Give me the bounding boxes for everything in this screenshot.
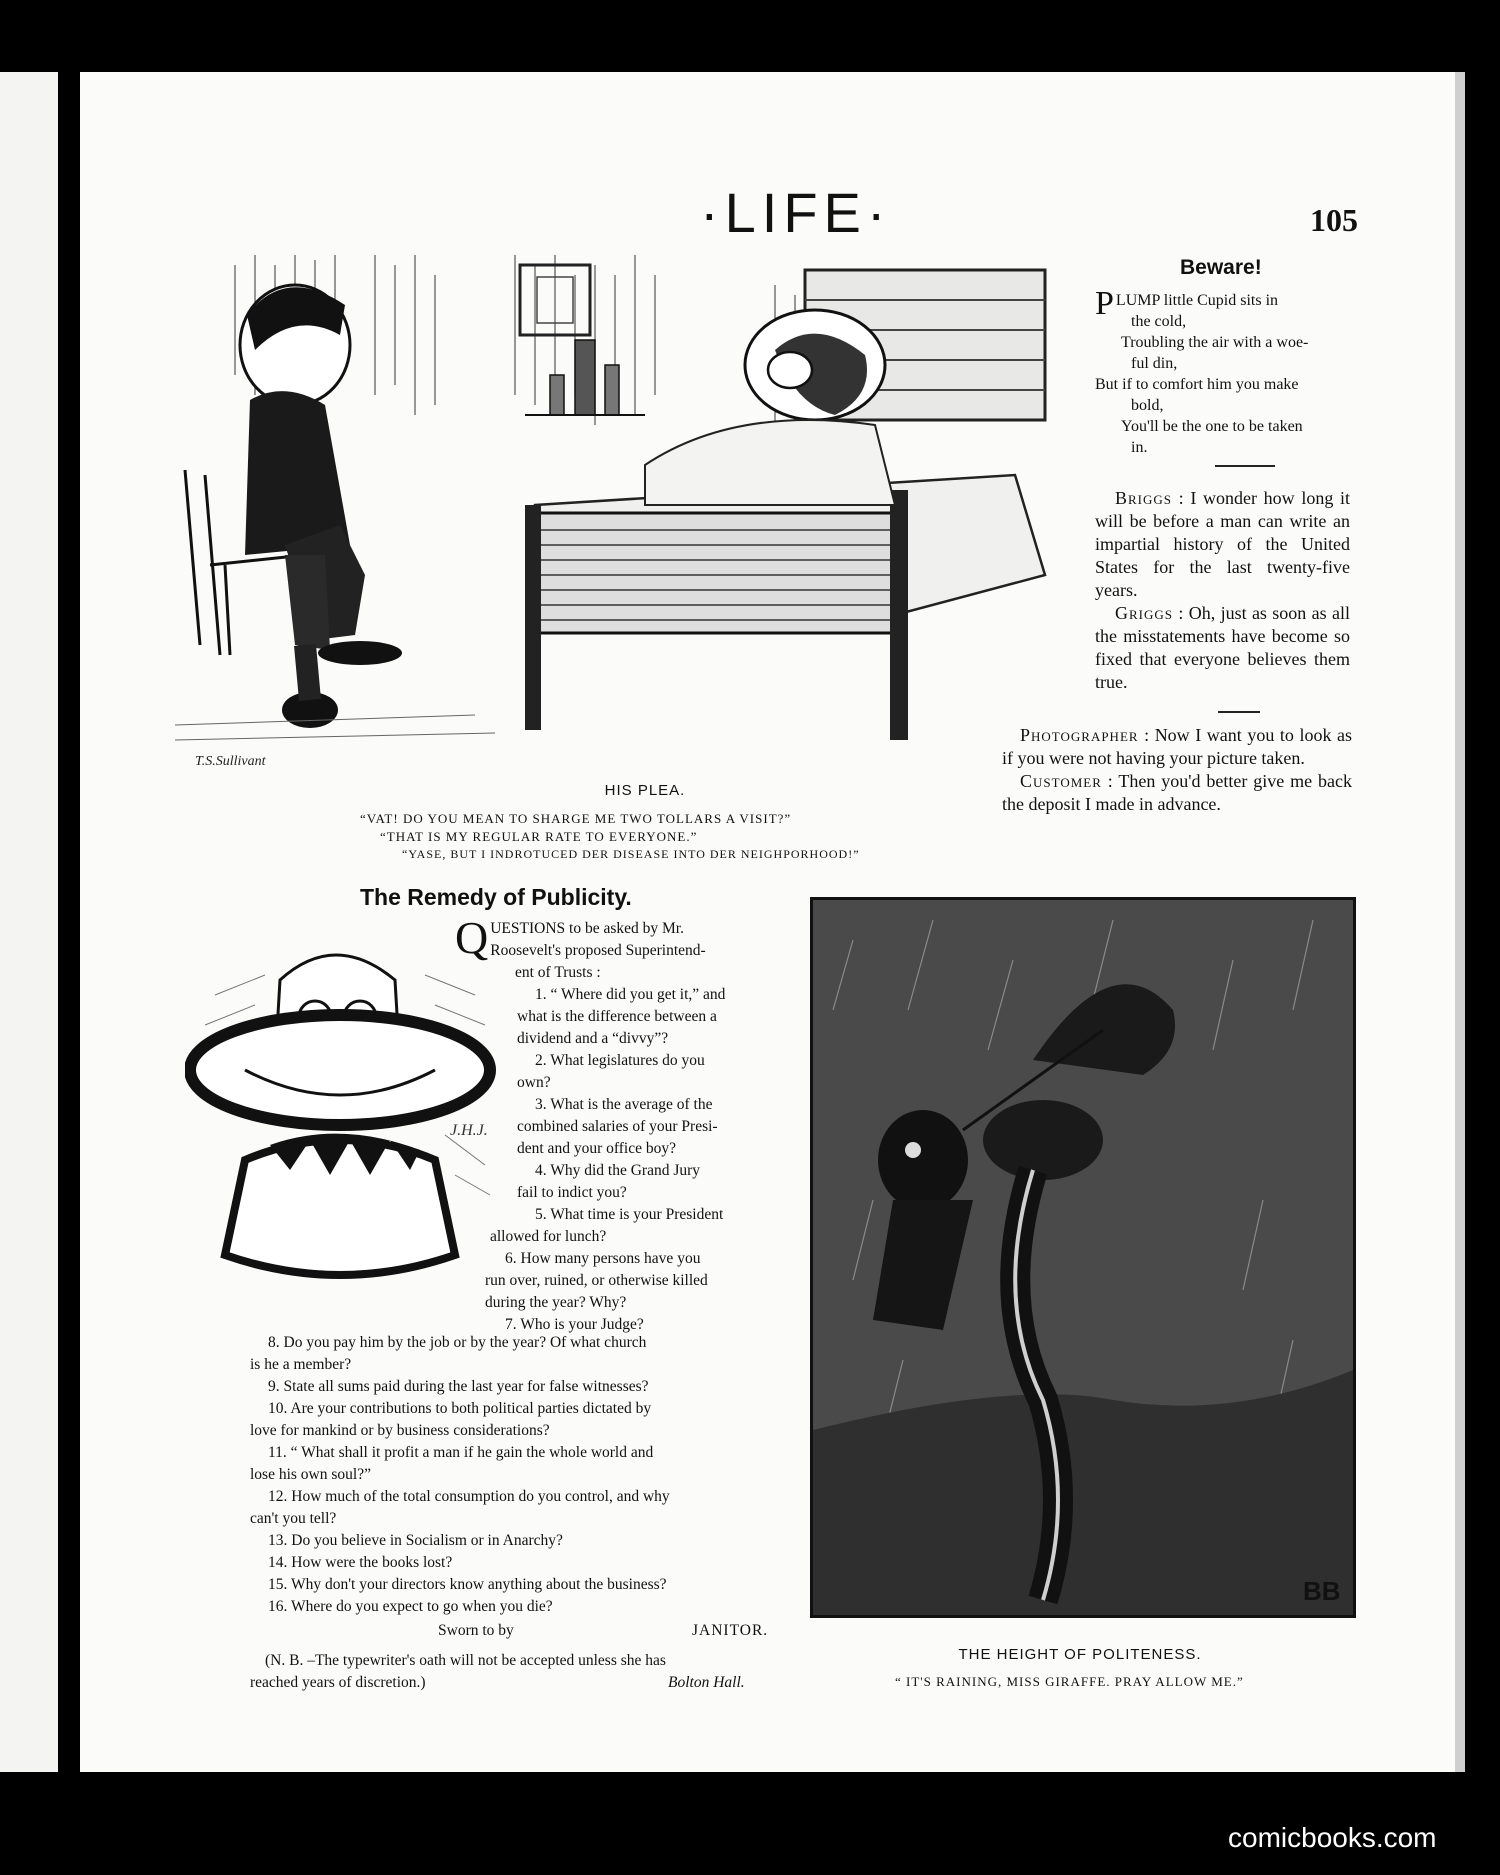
- masthead-title: ·LIFE·: [700, 181, 892, 244]
- speaker-photographer: Photographer: [1020, 725, 1139, 745]
- height-of-politeness-title: THE HEIGHT OF POLITENESS.: [958, 1646, 1202, 1663]
- divider-rule: [1218, 711, 1260, 713]
- question-line: own?: [517, 1074, 551, 1091]
- question-line: Roosevelt's proposed Superintend-: [490, 942, 706, 959]
- janitor-signature: JANITOR.: [692, 1622, 769, 1639]
- question-line: dent and your office boy?: [517, 1140, 676, 1157]
- speaker-griggs: Griggs: [1115, 603, 1174, 623]
- remedy-questions-full: [250, 1332, 785, 1618]
- poem-line: ful din,: [1131, 355, 1178, 372]
- question-line: lose his own soul?”: [250, 1466, 371, 1483]
- poem-line: You'll be the one to be taken: [1121, 418, 1303, 435]
- question-line: UESTIONS to be asked by Mr.: [490, 920, 684, 937]
- question-line: 7. Who is your Judge?: [505, 1316, 644, 1333]
- poem-line: the cold,: [1131, 313, 1187, 330]
- question-line: during the year? Why?: [485, 1294, 627, 1311]
- question-line: what is the difference between a: [517, 1008, 717, 1025]
- his-plea-line-3: “YASE, BUT I INDROTUCED DER DISEASE INTO DER NEIGHPORHOOD!”: [402, 847, 860, 861]
- speaker-customer: Customer: [1020, 771, 1102, 791]
- question-line: combined salaries of your Presi-: [517, 1118, 718, 1135]
- page-edge-shadow: [1455, 72, 1465, 1772]
- poem-line: in.: [1131, 439, 1148, 456]
- his-plea-line-2: “THAT IS MY REGULAR RATE TO EVERYONE.”: [380, 829, 698, 844]
- question-line: can't you tell?: [250, 1510, 337, 1527]
- facing-page-edge: [0, 72, 58, 1772]
- question-line: 16. Where do you expect to go when you die?: [268, 1598, 553, 1615]
- remedy-questions: [455, 912, 785, 1336]
- question-line: fail to indict you?: [517, 1184, 627, 1201]
- question-line: 1. “ Where did you get it,” and: [535, 986, 726, 1003]
- question-line: is he a member?: [250, 1356, 352, 1373]
- poem-line: bold,: [1131, 397, 1164, 414]
- top-cartoon-signature: T.S.Sullivant: [195, 754, 266, 769]
- question-line: ent of Trusts :: [515, 964, 601, 981]
- site-watermark: comicbooks.com: [1228, 1822, 1437, 1853]
- briggs-griggs-dialogue: Briggs : I wonder how long it will be before a man can write an impartial history of the United States for the last twenty-five years. Griggs : Oh, just as soon as all the misstatements have become so fixed that everyone believes them true.: [1095, 488, 1350, 692]
- height-of-politeness-line: “ IT'S RAINING, MISS GIRAFFE. PRAY ALLOW ME.”: [895, 1674, 1244, 1689]
- remedy-dropcap: Q: [455, 912, 489, 963]
- question-line: 13. Do you believe in Socialism or in Anarchy?: [268, 1532, 563, 1549]
- his-plea-line-1: “VAT! DO YOU MEAN TO SHARGE ME TWO TOLLARS A VISIT?”: [360, 811, 792, 826]
- question-line: 3. What is the average of the: [535, 1096, 713, 1113]
- remedy-author: Bolton Hall.: [668, 1674, 745, 1691]
- poem-dropcap: P: [1095, 285, 1114, 322]
- remedy-title: The Remedy of Publicity.: [360, 884, 632, 910]
- height-of-politeness-panel: [810, 897, 1356, 1618]
- remedy-note-line-1: (N. B. –The typewriter's oath will not be accepted unless she has: [265, 1652, 666, 1669]
- question-line: 10. Are your contributions to both political parties dictated by: [268, 1400, 652, 1417]
- question-line: run over, ruined, or otherwise killed: [485, 1272, 708, 1289]
- height-of-politeness-illustration: [813, 900, 1353, 1615]
- question-line: 14. How were the books lost?: [268, 1554, 453, 1571]
- speaker-briggs: Briggs: [1115, 488, 1173, 508]
- page-number: 105: [1310, 202, 1358, 238]
- question-line: 15. Why don't your directors know anything about the business?: [268, 1576, 667, 1593]
- question-line: 6. How many persons have you: [505, 1250, 701, 1267]
- photographer-customer-dialogue: Photographer : Now I want you to look as if you were not having your picture taken. Customer : Then you'd better give me back the deposit I made in advance.: [1002, 725, 1352, 814]
- question-line: 8. Do you pay him by the job or by the year? Of what church: [268, 1334, 647, 1351]
- question-line: dividend and a “divvy”?: [517, 1030, 669, 1047]
- question-line: 9. State all sums paid during the last year for false witnesses?: [268, 1378, 649, 1395]
- question-line: 11. “ What shall it profit a man if he gain the whole world and: [268, 1444, 654, 1461]
- his-plea-illustration: [175, 255, 1080, 775]
- poem-title: Beware!: [1180, 256, 1262, 279]
- customer-text: Then you'd better give me back the deposit I made in advance.: [1002, 771, 1352, 814]
- question-line: 4. Why did the Grand Jury: [535, 1162, 701, 1179]
- question-line: 2. What legislatures do you: [535, 1052, 705, 1069]
- sworn-line: Sworn to by: [438, 1622, 514, 1639]
- owl-signature: J.H.J.: [450, 1122, 488, 1139]
- question-line: 5. What time is your President: [535, 1206, 724, 1223]
- photographer-text: Now I want you to look as if you were not having your picture taken.: [1002, 725, 1352, 768]
- poem-line-first: LUMP little Cupid sits in: [1115, 292, 1279, 309]
- poem-line: Troubling the air with a woe-: [1121, 334, 1309, 351]
- his-plea-caption-title: HIS PLEA.: [604, 782, 686, 799]
- question-line: 12. How much of the total consumption do you control, and why: [268, 1488, 670, 1505]
- divider-rule: [1215, 465, 1275, 467]
- cartoon-monogram: BB: [1303, 1576, 1341, 1606]
- briggs-text: I wonder how long it will be before a man can write an impartial history of the United States for the last twenty-five years.: [1095, 488, 1350, 600]
- question-line: allowed for lunch?: [490, 1228, 607, 1245]
- question-line: love for mankind or by business considerations?: [250, 1422, 550, 1439]
- remedy-note-line-2: reached years of discretion.): [250, 1674, 426, 1691]
- poem-beware: [1095, 285, 1355, 458]
- griggs-text: Oh, just as soon as all the misstatements have become so fixed that everyone believes them true.: [1095, 603, 1350, 692]
- poem-line: But if to comfort him you make: [1095, 376, 1299, 393]
